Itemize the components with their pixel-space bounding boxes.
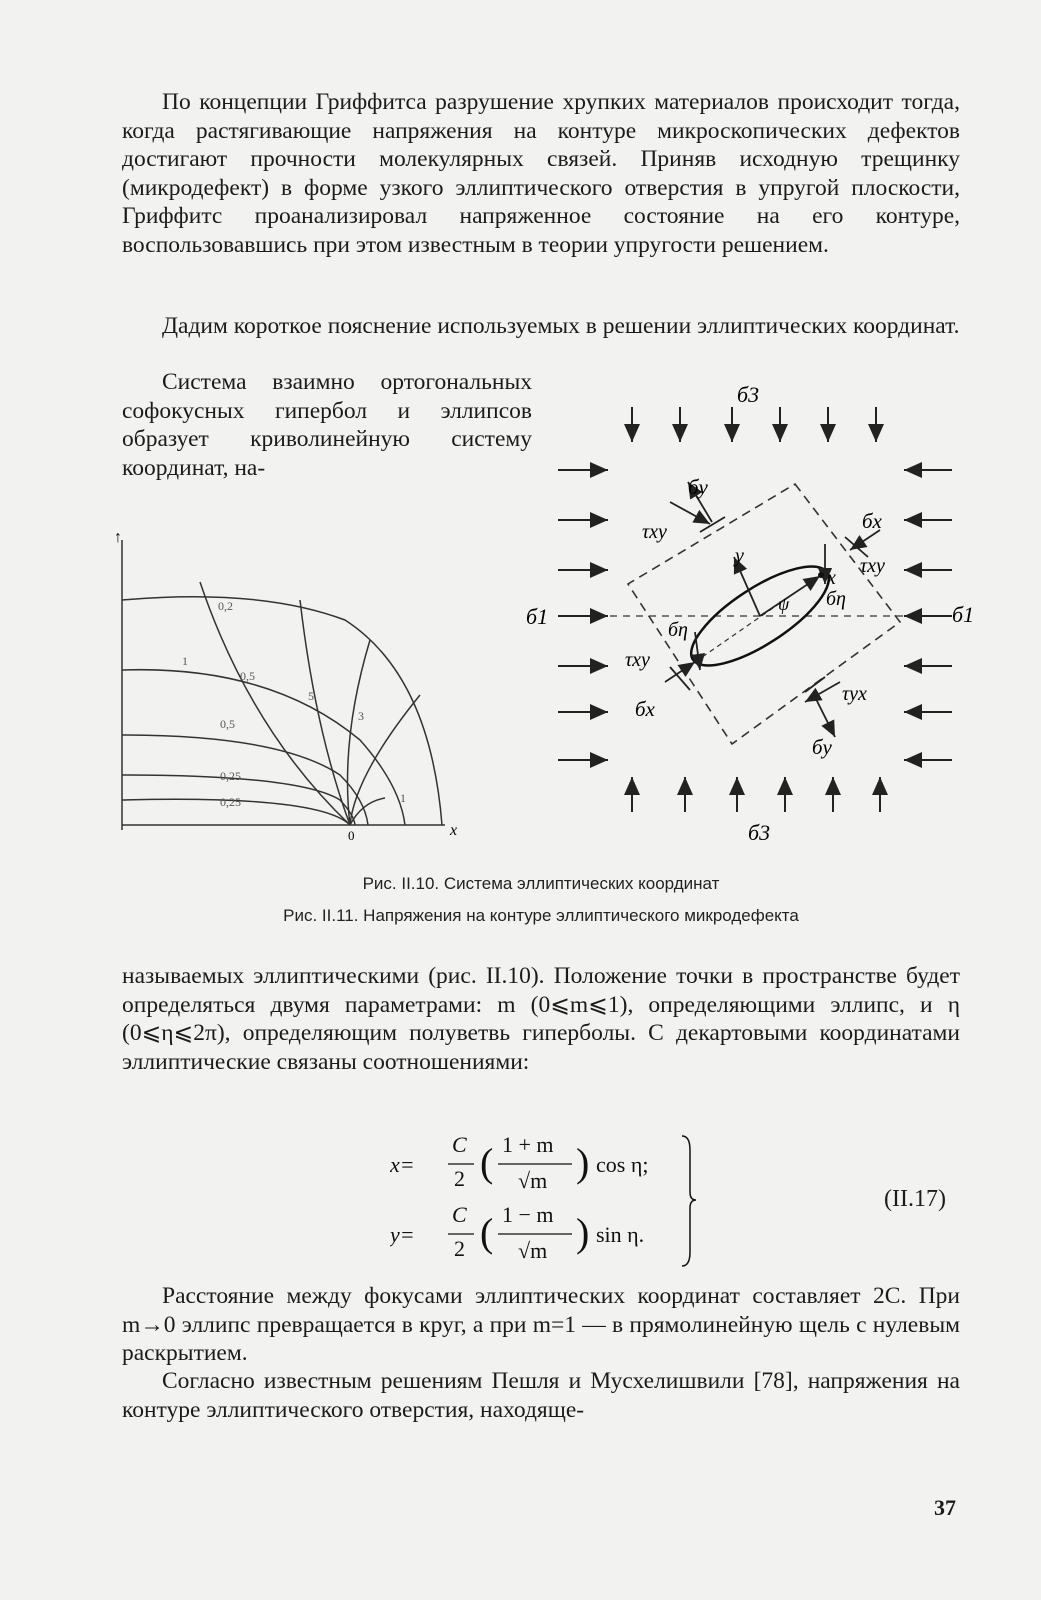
paragraph-focal-distance: Расстояние между фокусами эллиптических координат составляет 2C. При m→0 эллипс превращается в круг, а при m=1 — в прямолинейную щель с нулевым раскрытием.	[122, 1283, 960, 1366]
sigma3-bottom-label: б3	[748, 820, 771, 845]
caption-fig-11: Рис. II.11. Напряжения на контуре эллиптического микродефекта	[283, 906, 799, 925]
fig10-curve-label: 0,5	[220, 717, 235, 731]
paren-right: )	[576, 1210, 590, 1255]
formula-x-frac-num: C	[452, 1132, 467, 1157]
paragraph-coordinate-system: Система взаимно ортогональных софокусных гипербол и эллипсов образует криволинейную систему координат, на-	[122, 369, 532, 481]
paragraph-elliptic-intro: Дадим короткое пояснение используемых в решении эллиптических координат.	[162, 313, 960, 339]
fig10-origin-label: 0	[348, 828, 355, 843]
formula-y-frac-num: C	[452, 1202, 467, 1227]
formula-x-denominator: √m	[518, 1168, 548, 1193]
formula-y-trig: sin η.	[596, 1222, 645, 1247]
sigma-eta-label: бη	[668, 619, 688, 641]
fig10-curve-label: 0,5	[240, 669, 255, 683]
paragraph-peshl-muskhelishvili: Согласно известным решениям Пешля и Мусхелишвили [78], напряжения на контуре эллиптического отверстия, находяще-	[122, 1368, 960, 1423]
tau-xy-label: τxy	[625, 649, 650, 671]
formula-y-denominator: √m	[518, 1238, 548, 1263]
fig10-curve-label: 0,25	[220, 769, 241, 783]
equation-number: (II.17)	[884, 1186, 946, 1212]
fig10-curve-label: 3	[358, 709, 364, 723]
formula-ii17	[390, 1130, 720, 1270]
formula-x-frac-den: 2	[454, 1166, 465, 1191]
tau-xy-label: τxy	[860, 555, 885, 577]
fig10-x-label: x	[450, 822, 458, 839]
sigma1-left-label: б1	[526, 604, 549, 629]
paren-left: (	[480, 1140, 494, 1185]
figure-stress-on-microdefect	[520, 372, 980, 862]
sigma-x-left-label: бx	[635, 697, 655, 721]
fig10-curve-label: 0,2	[218, 599, 233, 613]
paragraph-elliptic-definition: называемых эллиптическими (рис. II.10). Положение точки в пространстве будет определяться двумя параметрами: m (0⩽m⩽1), определяющими эллипс, и η (0⩽η⩽2π), определяющим полуветвь гиперболы. С декартовыми координатами эллиптические связаны соотношениями:	[122, 963, 960, 1075]
axis-y-label: y	[735, 545, 744, 567]
tau-xy-label: τxy	[642, 521, 667, 543]
sigma-eta-label: бη	[826, 588, 846, 610]
sigma-y-top-label: бy	[688, 475, 708, 499]
sigma3-top-label: б3	[737, 382, 760, 407]
paren-left: (	[480, 1210, 494, 1255]
axis-x-label: x	[827, 567, 836, 589]
formula-x-lhs: x=	[390, 1152, 415, 1177]
caption-fig-10: Рис. II.10. Система эллиптических координат	[362, 874, 720, 893]
tau-yx-label: τyx	[842, 683, 867, 705]
fig10-curve-label: 5	[308, 689, 314, 703]
formula-y-lhs: y=	[390, 1222, 415, 1247]
figure-elliptic-coordinates	[100, 530, 480, 850]
formula-y-frac-den: 2	[454, 1236, 465, 1261]
sigma-y-bottom-label: бy	[812, 735, 832, 759]
fig10-curve-label: 0,25	[220, 795, 241, 809]
page-number: 37	[934, 1495, 956, 1520]
paren-right: )	[576, 1140, 590, 1185]
formula-x-numerator: 1 + m	[502, 1132, 554, 1157]
fig10-curve-label: 1	[182, 654, 188, 668]
formula-y-numerator: 1 − m	[502, 1202, 554, 1227]
formula-x-trig: cos η;	[596, 1152, 649, 1177]
sigma-x-right-label: бx	[862, 509, 882, 533]
psi-angle-label: ψ	[778, 594, 790, 614]
paragraph-griffith: По концепции Гриффитса разрушение хрупких материалов происходит тогда, когда растягивающие напряжения на контуре микроскопических дефектов достигают прочности молекулярных связей. Приняв исходную трещинку (микродефект) в форме узкого эллиптического отверстия в упругой плоскости, Гриффитс проанализировал напряженное состояние на его контуре, воспользовавшись при этом известным в теории упругости решением.	[122, 89, 960, 258]
fig10-curve-label: 1	[400, 791, 406, 805]
fig10-axis-arrow: ↑	[114, 530, 122, 546]
sigma1-right-label: б1	[952, 602, 975, 627]
